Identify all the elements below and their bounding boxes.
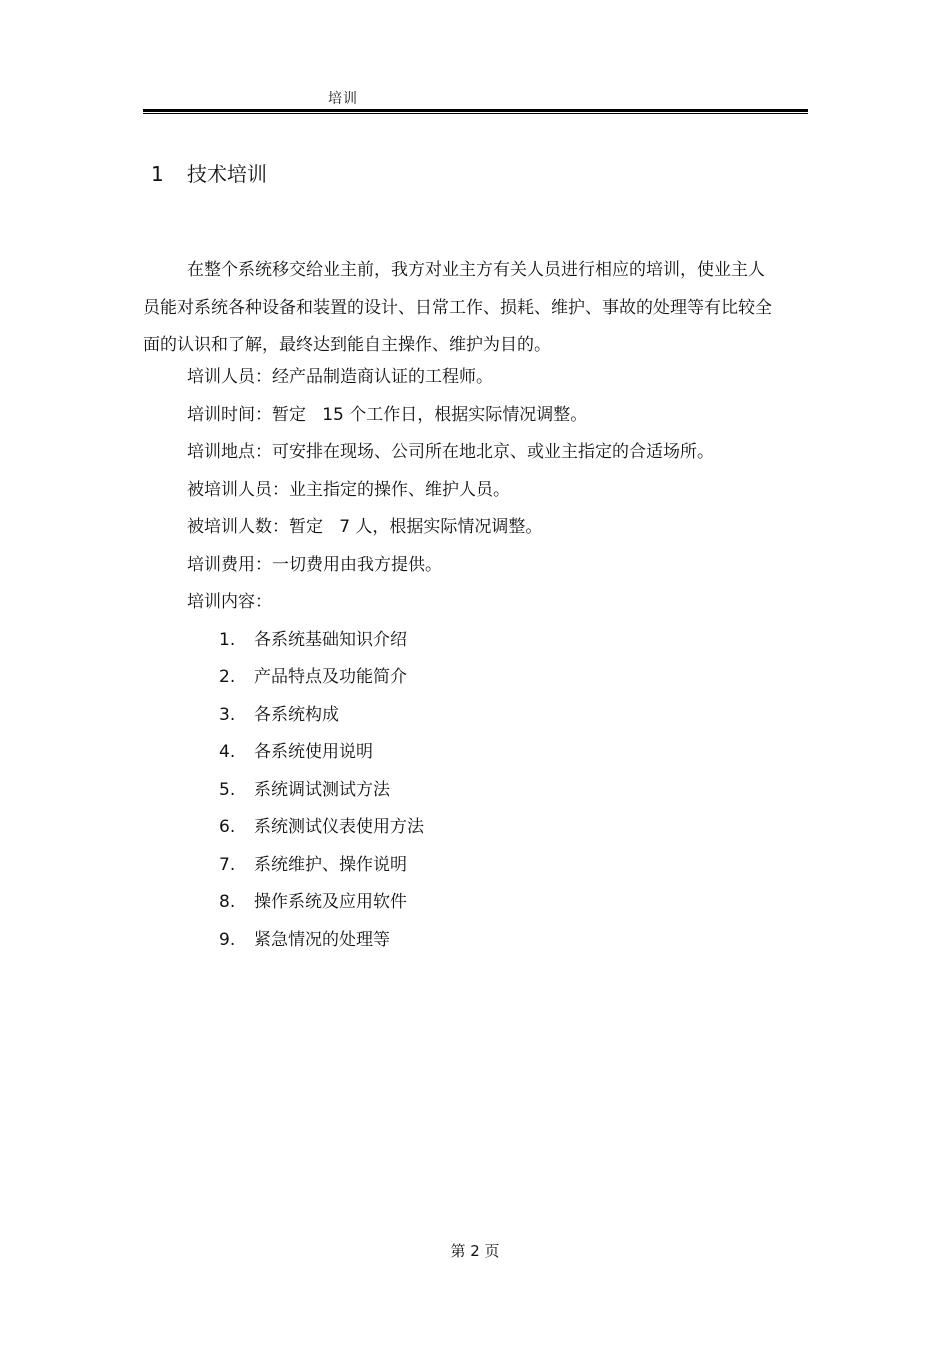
info-trainee-count: 被培训人数：暂定 7 人，根据实际情况调整。 <box>187 517 543 537</box>
list-item: 系统测试仪表使用方法 <box>254 817 424 837</box>
list-item-number: 9. <box>219 930 236 950</box>
list-item-number: 4. <box>219 742 236 762</box>
info-trainers: 培训人员：经产品制造商认证的工程师。 <box>187 367 493 387</box>
list-item: 系统调试测试方法 <box>254 780 390 800</box>
running-header: 培训 <box>328 91 358 107</box>
list-item-number: 7. <box>219 855 236 875</box>
list-item-number: 6. <box>219 817 236 837</box>
list-item-number: 8. <box>219 892 236 912</box>
list-item: 各系统基础知识介绍 <box>254 630 407 650</box>
list-item: 产品特点及功能简介 <box>254 667 407 687</box>
list-item: 紧急情况的处理等 <box>254 930 390 950</box>
page-number: 第 2 页 <box>450 1242 500 1260</box>
list-item: 操作系统及应用软件 <box>254 892 407 912</box>
list-item-number: 5. <box>219 780 236 800</box>
list-item-number: 3. <box>219 705 236 725</box>
info-duration: 培训时间：暂定 15 个工作日，根据实际情况调整。 <box>187 405 588 425</box>
section-heading <box>151 158 267 187</box>
header-rule-thin <box>143 113 808 114</box>
info-content-label: 培训内容： <box>187 592 272 612</box>
section-title: 技术培训 <box>187 162 267 186</box>
info-cost: 培训费用：一切费用由我方提供。 <box>187 555 442 575</box>
list-item-number: 2. <box>219 667 236 687</box>
section-number: 1 <box>151 162 164 186</box>
list-item: 系统维护、操作说明 <box>254 855 407 875</box>
header-rule-thick <box>143 109 808 112</box>
info-location: 培训地点：可安排在现场、公司所在地北京、或业主指定的合适场所。 <box>187 442 714 462</box>
intro-paragraph: 在整个系统移交给业主前，我方对业主方有关人员进行相应的培训，使业主人员能对系统各种设备和装置的设计、日常工作、损耗、维护、事故的处理等有比较全面的认识和了解，最终达到能自主操作、维护为目的。 <box>143 260 772 355</box>
info-trainees: 被培训人员：业主指定的操作、维护人员。 <box>187 480 510 500</box>
list-item-number: 1. <box>219 630 236 650</box>
list-item: 各系统使用说明 <box>254 742 373 762</box>
list-item: 各系统构成 <box>254 705 339 725</box>
